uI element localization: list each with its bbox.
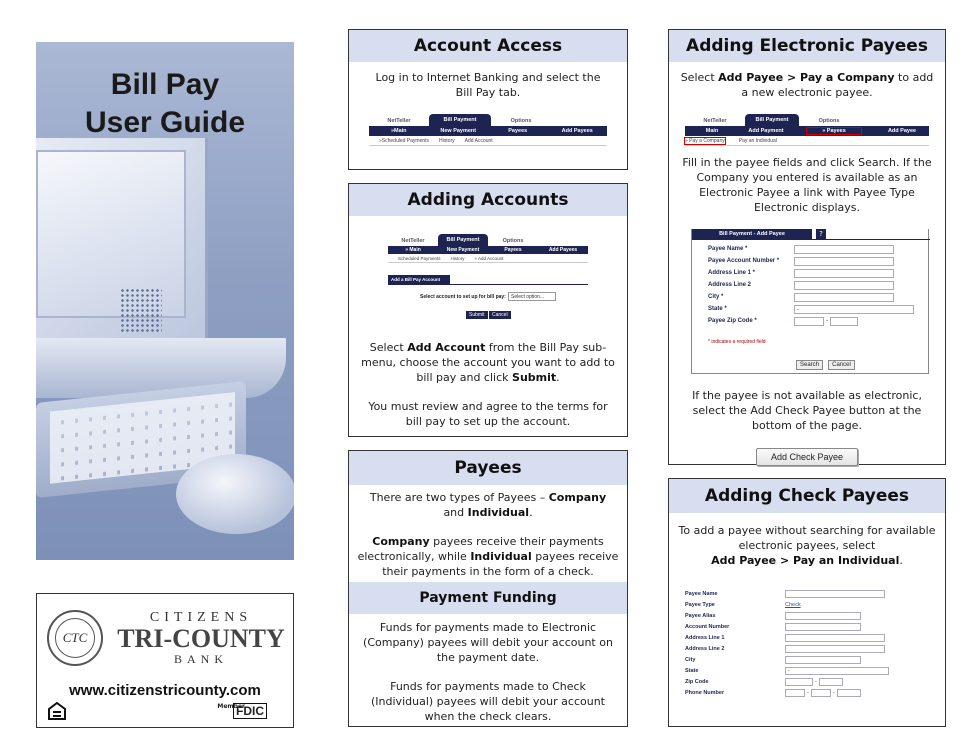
payee-type-link[interactable]: Check	[785, 601, 801, 608]
adding-accounts-instructions: Select Add Account from the Bill Pay sub-menu, choose the account you want to add to bill pay and click Submit.	[361, 341, 615, 384]
electronic-payees-search-text: Fill in the payee fields and click Search. If the Company you entered is available as an Electronic Payee a link with Payee Type Electronic displays.	[682, 156, 932, 214]
electronic-payees-heading: Adding Electronic Payees	[669, 30, 945, 62]
check-zip-field[interactable]	[785, 678, 813, 686]
add-payee-form: Bill Payment - Add Payee ? Payee Name * Payee Account Number * Address Line 1 * Address Line 2 City * State * - Payee Zip Code * - * indicates a required field Search Cancel	[691, 229, 929, 374]
account-access-panel	[348, 29, 628, 170]
bank-seal-icon: CTC	[47, 610, 103, 666]
check-address-line2-field[interactable]	[785, 645, 885, 653]
zip-code-field[interactable]	[794, 317, 824, 326]
bank-name-line2: TRI-COUNTY	[117, 624, 285, 653]
payees-panel	[348, 450, 628, 727]
state-select[interactable]: -	[794, 305, 914, 314]
phone-area-field[interactable]	[785, 689, 805, 697]
adding-accounts-heading: Adding Accounts	[349, 184, 627, 216]
submit-button[interactable]: Submit	[466, 311, 488, 319]
cover-title: Bill Pay User Guide	[84, 68, 246, 139]
payee-alias-field[interactable]	[785, 612, 861, 620]
bill-pay-nav: »Main New Payment Payees Add Payees	[369, 126, 607, 136]
account-access-heading: Account Access	[349, 30, 627, 62]
add-account-form-title: Add a Bill Pay Account	[388, 275, 450, 284]
cover-image	[36, 42, 294, 560]
check-payee-name-field[interactable]	[785, 590, 885, 598]
payees-nav-highlight: » Payees	[807, 128, 861, 134]
address-line2-field[interactable]	[794, 281, 894, 290]
payment-funding-heading: Payment Funding	[349, 582, 627, 614]
select-account-dropdown[interactable]: Select option...	[508, 292, 556, 301]
tab-bill-payment: Bill Payment	[429, 114, 491, 126]
website-link[interactable]: www.citizenstricounty.com	[69, 682, 261, 699]
electronic-payees-panel	[668, 29, 946, 465]
city-field[interactable]	[794, 293, 894, 302]
add-account-screenshot: NetTeller Bill Payment Options » Main New Payment Payees Add Payees Scheduled Payments History » Add Account Add a Bill Pay Account Select account to set up for bill pay: Select option... Submit Cancel	[388, 234, 588, 324]
search-button[interactable]: Search	[796, 360, 823, 370]
payees-types-text: There are two types of Payees – Company and Individual.	[369, 491, 607, 519]
bank-name-line1: CITIZENS	[149, 610, 253, 625]
pay-company-screenshot: NetTeller Bill Payment Options Main Add Payment » Payees Add Payee » Pay a Company Pay an Individual	[685, 114, 929, 146]
check-payees-heading: Adding Check Payees	[669, 479, 945, 513]
phone-prefix-field[interactable]	[811, 689, 831, 697]
payee-account-number-field[interactable]	[794, 257, 894, 266]
mouse-illustration	[176, 454, 294, 534]
form-cancel-button[interactable]: Cancel	[828, 360, 855, 370]
check-payees-panel	[668, 478, 946, 727]
check-address-line1-field[interactable]	[785, 634, 885, 642]
account-access-text: Log in to Internet Banking and select the Bill Pay tab.	[375, 71, 601, 99]
payment-funding-check-text: Funds for payments made to Check (Individual) payees will debit your account when the check clears.	[371, 680, 605, 723]
payees-heading: Payees	[349, 451, 627, 485]
add-check-payee-button[interactable]: Add Check Payee	[756, 448, 858, 466]
add-payee-form-title: Bill Payment - Add Payee	[692, 229, 812, 239]
pay-individual-form: Payee Name Payee Type Check Payee Alias Account Number Address Line 1 Address Line 2 City State - Zip Code - Phone Number - -	[685, 588, 909, 698]
payees-delivery-text: Company payees receive their payments electronically, while Individual payees receive their payments in the form of a check.	[357, 535, 619, 578]
equal-housing-lender-icon	[48, 702, 66, 720]
check-payees-intro: To add a payee without searching for available electronic payees, select Add Payee > Pay an Individual.	[678, 524, 936, 567]
adding-accounts-terms: You must review and agree to the terms for bill pay to set up the account.	[368, 400, 608, 428]
tab-netteller: NetTeller	[387, 118, 411, 124]
bank-name-line3: BANK	[173, 652, 228, 666]
cancel-button[interactable]: Cancel	[489, 311, 511, 319]
bank-logo-panel	[36, 593, 294, 728]
payment-funding-electronic-text: Funds for payments made to Electronic (Company) payees will debit your account on the payment date.	[363, 621, 613, 664]
address-line1-field[interactable]	[794, 269, 894, 278]
help-icon[interactable]: ?	[816, 229, 826, 239]
fdic-member-text: Member	[217, 703, 245, 710]
pay-a-company-highlight: » Pay a Company	[685, 137, 725, 144]
fdic-logo: FDIC	[233, 703, 267, 719]
bill-pay-tab-screenshot	[369, 114, 607, 146]
zip-extension-field[interactable]	[830, 317, 858, 326]
check-state-select[interactable]: -	[785, 667, 889, 675]
check-account-number-field[interactable]	[785, 623, 861, 631]
speaker-grille	[120, 288, 162, 332]
tab-options: Options	[510, 118, 532, 124]
bill-pay-subnav: »Scheduled Payments History Add Account	[369, 136, 607, 146]
check-payee-fallback-text: If the payee is not available as electronic, select the Add Check Payee button at the bottom of the page.	[692, 389, 922, 432]
required-note: * indicates a required field	[708, 339, 766, 345]
electronic-payees-intro: Select Add Payee > Pay a Company to add a new electronic payee.	[680, 71, 934, 99]
select-account-label: Select account to set up for bill pay:	[420, 294, 506, 300]
check-zip-extension-field[interactable]	[819, 678, 843, 686]
adding-accounts-panel	[348, 183, 628, 437]
payee-name-field[interactable]	[794, 245, 894, 254]
check-city-field[interactable]	[785, 656, 861, 664]
phone-line-field[interactable]	[837, 689, 861, 697]
